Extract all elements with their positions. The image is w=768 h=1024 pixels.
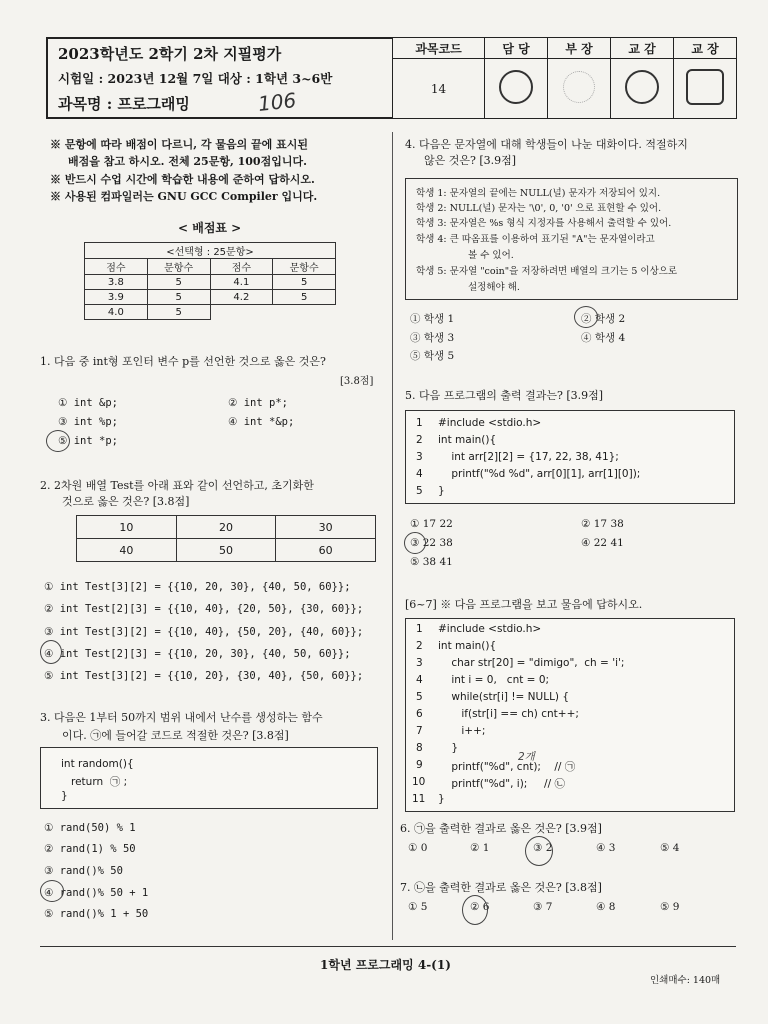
- q2-text-2: 것으로 옳은 것은? [3.8점]: [62, 495, 190, 508]
- score-table-caption: <선택형 : 25문항>: [85, 243, 336, 259]
- q2-option-2[interactable]: ② int Test[2][3] = {{10, 40}, {20, 50}, {30, 60}};: [44, 603, 364, 615]
- q5-option-1[interactable]: ① 17 22: [410, 518, 453, 530]
- column-divider: [392, 132, 393, 940]
- q4-option-5[interactable]: ⑤ 학생 5: [410, 350, 455, 362]
- q67-code-box: 1 2 3 4 5 6 7 8 9 10 11 #include <stdio.h> int main(){ char str[20] = "dimigo", ch = 'i'; int i = 0, cnt = 0; while(str[i] != NULL) { if(str[i] == ch) cnt++; i++; } printf("%d", cnt); // ㉠ printf("%d", i); // ㉡ } 2개: [405, 618, 735, 812]
- answer-mark-circle: [574, 306, 598, 328]
- q3-option-4[interactable]: ④ rand()% 50 + 1: [44, 887, 149, 899]
- notice-1: ※ 문항에 따라 배점이 다르니, 각 물음의 끝에 표시된: [50, 138, 308, 151]
- subject-code: 14: [393, 59, 485, 119]
- answer-mark-circle: [462, 895, 488, 925]
- q2-text-1: 2. 2차원 배열 Test를 아래 표와 같이 선언하고, 초기화한: [40, 479, 314, 492]
- q3-option-3[interactable]: ③ rand()% 50: [44, 865, 123, 877]
- table-row: 3.8 5 4.1 5: [85, 275, 336, 290]
- q4-option-1[interactable]: ① 학생 1: [410, 313, 455, 325]
- q3-text-2: 이다. ㉠에 들어갈 코드로 적절한 것은? [3.8점]: [62, 729, 289, 742]
- q6-option-3[interactable]: ③ 2: [533, 842, 553, 854]
- q67-text: [6~7] ※ 다음 프로그램을 보고 물음에 답하시오.: [405, 598, 643, 611]
- q3-option-2[interactable]: ② rand(1) % 50: [44, 843, 136, 855]
- q1-option-4[interactable]: ④ int *&p;: [228, 416, 295, 428]
- footer-divider: [40, 946, 736, 947]
- exam-date: 시험일 : 2023년 12월 7일 대상 : 1학년 3~6반: [58, 71, 333, 86]
- q1-option-3[interactable]: ③ int %p;: [58, 416, 118, 428]
- teacher-seal-icon: [499, 70, 533, 104]
- q1-option-2[interactable]: ② int p*;: [228, 397, 288, 409]
- notice-1b: 배점을 참고 하시오. 전체 25문항, 100점입니다.: [68, 155, 307, 168]
- q1-option-5[interactable]: ⑤ int *p;: [58, 435, 118, 447]
- q7-text: 7. ㉡을 출력한 결과로 옳은 것은? [3.8점]: [400, 881, 602, 894]
- q5-option-4[interactable]: ④ 22 41: [581, 537, 624, 549]
- q7-option-1[interactable]: ① 5: [408, 901, 428, 913]
- exam-subject: 과목명 : 프로그래밍: [58, 95, 190, 113]
- q3-option-5[interactable]: ⑤ rand()% 1 + 50: [44, 908, 149, 920]
- q2-option-5[interactable]: ⑤ int Test[3][2] = {{10, 20}, {30, 40}, {50, 60}};: [44, 670, 364, 682]
- q7-option-3[interactable]: ③ 7: [533, 901, 553, 913]
- answer-mark-circle: [525, 836, 553, 866]
- q7-option-5[interactable]: ⑤ 9: [660, 901, 680, 913]
- q2-option-3[interactable]: ③ int Test[3][2] = {{10, 40}, {50, 20}, {40, 60}};: [44, 626, 364, 638]
- answer-mark-circle: [40, 880, 64, 902]
- q4-text-1: 4. 다음은 문자열에 대해 학생들이 나눈 대화이다. 적절하지: [405, 138, 688, 151]
- q3-code-box: int random(){ return ㉠ ; }: [40, 747, 378, 809]
- q4-option-2[interactable]: ② 학생 2: [581, 313, 626, 325]
- q5-option-5[interactable]: ⑤ 38 41: [410, 556, 453, 568]
- score-table: <선택형 : 25문항> 점수 문항수 점수 문항수 3.8 5 4.1 5 3.9 5 4.2 5 4.0 5: [84, 242, 336, 320]
- vice-principal-seal-icon: [625, 70, 659, 104]
- col-head: 부 장: [548, 38, 611, 59]
- q7-option-2[interactable]: ② 6: [470, 901, 490, 913]
- q1-text: 1. 다음 중 int형 포인터 변수 p를 선언한 것으로 옳은 것은?: [40, 355, 326, 368]
- col-principal: 교 장: [674, 38, 737, 59]
- q5-option-3[interactable]: ③ 22 38: [410, 537, 453, 549]
- q5-code-box: 1 2 3 4 5 #include <stdio.h> int main(){ int arr[2][2] = {17, 22, 38, 41}; printf("%d %d", arr[0][1], arr[1][0]); }: [405, 410, 735, 504]
- q6-option-1[interactable]: ① 0: [408, 842, 428, 854]
- col-subject-code: 과목코드: [393, 38, 485, 59]
- exam-header: [46, 37, 392, 119]
- q6-option-2[interactable]: ② 1: [470, 842, 490, 854]
- q3-option-1[interactable]: ① rand(50) % 1: [44, 822, 136, 834]
- q2-option-1[interactable]: ① int Test[3][2] = {{10, 20, 30}, {40, 50, 60}};: [44, 581, 351, 593]
- q1-option-1[interactable]: ① int &p;: [58, 397, 118, 409]
- handwritten-score: 106: [256, 88, 298, 116]
- col-vice-principal: 교 감: [611, 38, 674, 59]
- notice-3: ※ 사용된 컴파일러는 GNU GCC Compiler 입니다.: [50, 190, 318, 203]
- print-count: 인쇄매수: 140매: [650, 975, 721, 986]
- q2-option-4[interactable]: ④ int Test[2][3] = {{10, 20, 30}, {40, 50, 60}};: [44, 648, 351, 660]
- q5-text: 5. 다음 프로그램의 출력 결과는? [3.9점]: [405, 389, 604, 402]
- q5-option-2[interactable]: ② 17 38: [581, 518, 624, 530]
- q6-text: 6. ㉠을 출력한 결과로 옳은 것은? [3.9점]: [400, 822, 602, 835]
- q67-handwritten-note: 2개: [518, 751, 535, 763]
- col-teacher: 담 당: [485, 38, 548, 59]
- table-row: 3.9 5 4.2 5: [85, 290, 336, 305]
- q2-test-table: [76, 515, 376, 562]
- q7-option-4[interactable]: ④ 8: [596, 901, 616, 913]
- answer-mark-circle: [40, 640, 62, 664]
- table-row: 10 20 30: [77, 516, 376, 539]
- table-row: 4.0 5: [85, 305, 336, 320]
- answer-mark-circle: [404, 532, 426, 554]
- q1-points: [3.8점]: [340, 376, 374, 387]
- approval-grid: [392, 37, 737, 119]
- q4-text-2: 않은 것은? [3.9점]: [424, 154, 517, 167]
- notice-2: ※ 반드시 수업 시간에 학습한 내용에 준하여 답하시오.: [50, 173, 315, 186]
- table-row: 40 50 60: [77, 539, 376, 562]
- q4-option-4[interactable]: ④ 학생 4: [581, 332, 626, 344]
- q3-text-1: 3. 다음은 1부터 50까지 범위 내에서 난수를 생성하는 함수: [40, 711, 323, 724]
- q4-dialogue-box: 학생 1: 문자열의 끝에는 NULL(널) 문자가 저장되어 있지. 학생 2: NULL(널) 문자는 '\0', 0, '0' 으로 표현할 수 있어. 학생 3: 문자열은 %s 형식 지정자를 사용해서 출력할 수 있어. 학생 4: 큰 따옴표를 이용하여 표기된 "A"는 문자열이라고 볼 수 있어. 학생 5: 문자열 "coin"을 저장하려면 배열의 크기는 5 이상으로 설정해야 해.: [405, 178, 738, 300]
- score-table-title: < 배점표 >: [178, 221, 242, 235]
- q6-option-4[interactable]: ④ 3: [596, 842, 616, 854]
- q4-option-3[interactable]: ③ 학생 3: [410, 332, 455, 344]
- exam-title: 2023학년도 2학기 2차 지필평가: [58, 45, 282, 63]
- principal-seal-icon: [686, 69, 724, 105]
- head-seal-icon: [563, 71, 595, 103]
- page-footer: 1학년 프로그래밍 4-(1): [320, 958, 451, 972]
- answer-mark-circle: [46, 430, 70, 452]
- q6-option-5[interactable]: ⑤ 4: [660, 842, 680, 854]
